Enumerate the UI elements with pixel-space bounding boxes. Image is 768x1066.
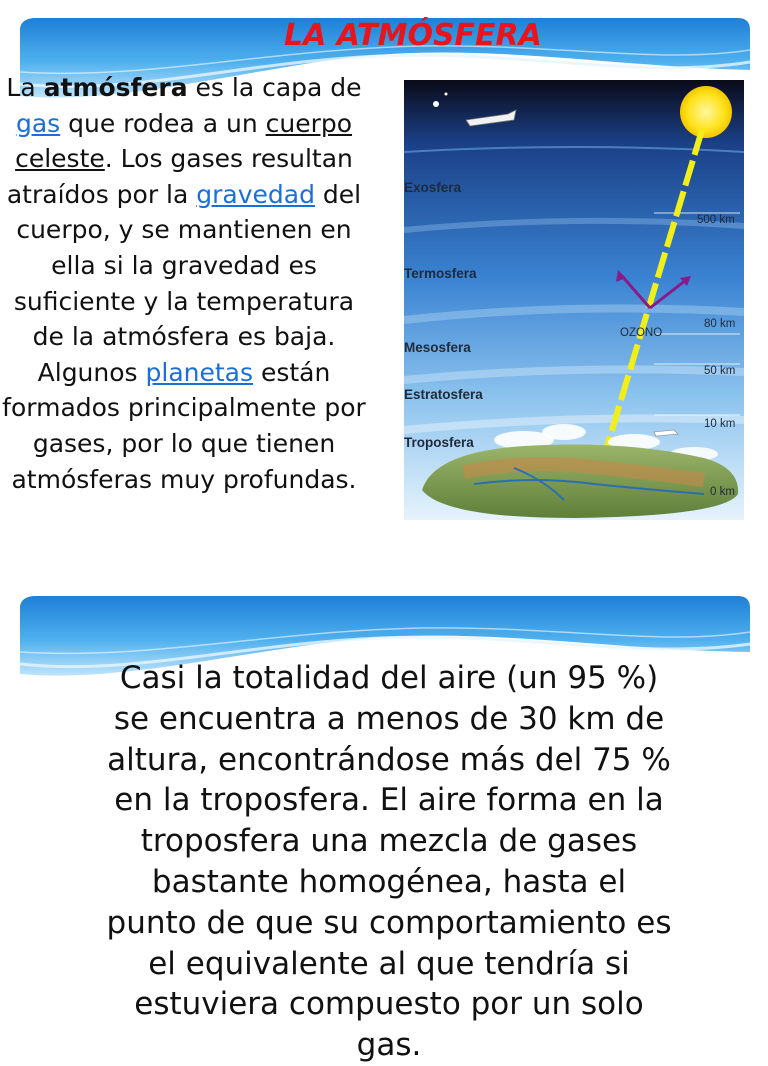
definition-paragraph: [0, 70, 368, 497]
layer-label-exosfera: Exosfera: [404, 180, 462, 195]
text-fragment: del cuerpo, y se mantienen en ella si la gravedad es suficiente y la temperatura de la atmósfera es baja. Algunos: [13, 179, 362, 387]
troposphere-paragraph: Casi la totalidad del aire (un 95 %) se encuentra a menos de 30 km de altura, encontrándose más del 75 % en la troposfera. El aire forma en la troposfera una mezcla de gases bastante homogénea, hasta el punto de que su comportamiento es el equivalente al que tendría si estuviera compuesto por un solo gas.: [106, 660, 672, 1064]
layer-label-mesosfera: Mesosfera: [404, 340, 471, 355]
altitude-label-80: 80 km: [704, 318, 736, 330]
text-fragment: es la capa de: [187, 73, 362, 102]
layer-label-estratosfera: Estratosfera: [404, 387, 483, 402]
text-fragment: están formados principalmente por gases, por lo que tienen atmósferas muy profundas.: [2, 357, 366, 494]
altitude-label-10: 10 km: [704, 418, 736, 430]
link-gas[interactable]: gas: [15, 108, 61, 138]
atmosphere-layers-diagram: [404, 80, 744, 520]
underlined-cuerpo-celeste: cuerpo celeste: [15, 108, 353, 174]
text-fragment: La: [6, 73, 44, 102]
atmosphere-illustration: [404, 80, 744, 520]
text-fragment: que rodea a un: [60, 108, 266, 138]
ozone-label: OZONO: [620, 327, 663, 339]
text-fragment: . Los gases resultan atraídos por la: [6, 144, 353, 209]
link-planetas[interactable]: planetas: [145, 357, 254, 387]
link-gravedad[interactable]: gravedad: [196, 179, 315, 209]
altitude-label-50: 50 km: [704, 365, 736, 377]
layer-label-termosfera: Termosfera: [404, 266, 477, 281]
slide-2: [0, 596, 768, 1064]
layer-label-troposfera: Troposfera: [404, 435, 474, 450]
slide-title: LA ATMÓSFERA: [284, 18, 542, 53]
altitude-label-0: 0 km: [710, 486, 735, 498]
altitude-label-500: 500 km: [697, 214, 735, 226]
bold-term-atmosfera: atmósfera: [43, 73, 188, 102]
